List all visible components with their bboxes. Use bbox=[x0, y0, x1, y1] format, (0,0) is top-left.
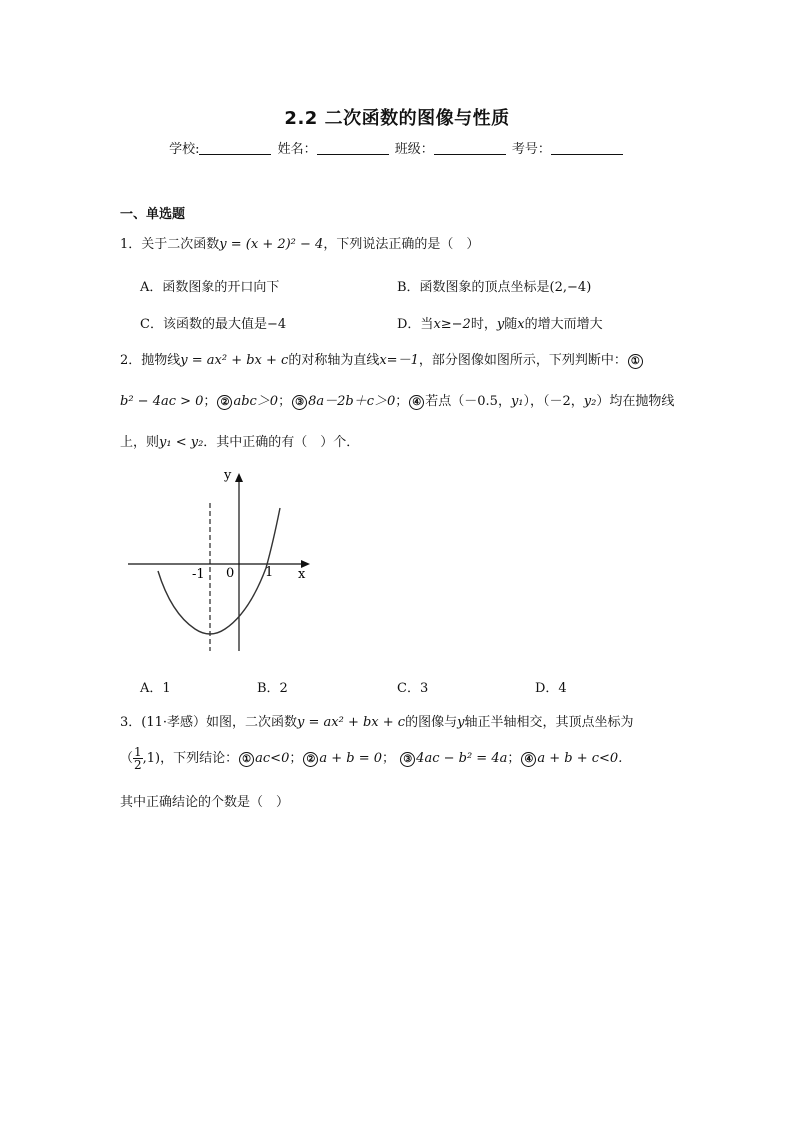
q2-statement-3: 8a－2b＋c＞0 bbox=[308, 394, 396, 409]
class-blank[interactable] bbox=[434, 142, 506, 155]
q2-option-c[interactable]: C．3 bbox=[397, 681, 429, 696]
exam-no-blank[interactable] bbox=[551, 142, 623, 155]
q3-mid: 的图像与 bbox=[405, 715, 458, 730]
q2-mid: 的对称轴为直线 bbox=[288, 353, 380, 368]
neg-one-label: -1 bbox=[192, 567, 205, 582]
q1-d-mid2: 随 bbox=[504, 317, 518, 332]
name-blank[interactable] bbox=[317, 142, 389, 155]
section-heading: 一、单选题 bbox=[120, 207, 186, 222]
q2-s4-mid: ），（－2， bbox=[523, 394, 584, 409]
origin-label: 0 bbox=[226, 566, 235, 581]
q3-marker-2: ② bbox=[303, 752, 318, 767]
q3-open-paren: （ bbox=[120, 751, 134, 766]
q2-y1: y₁ bbox=[510, 394, 524, 409]
q3-fraction bbox=[133, 746, 143, 771]
q3-line1 bbox=[120, 711, 633, 730]
q2-prefix: 2．抛物线 bbox=[120, 353, 181, 368]
q3-suffix: 轴正半轴相交，其顶点坐标为 bbox=[464, 715, 634, 730]
q2-option-a[interactable]: A．1 bbox=[140, 681, 171, 696]
q3-conclusion-2: a + b = 0 bbox=[319, 751, 383, 766]
q3-prefix: 3．(11·孝感）如图，二次函数 bbox=[120, 715, 298, 730]
page-title: 2.2 二次函数的图像与性质 bbox=[284, 108, 510, 129]
q1-stem-suffix: ，下列说法正确的是（ ） bbox=[323, 237, 480, 252]
q2-line2: b² − 4ac > 0； ② abc＞0； ③ 8a－2b＋c＞0； ④ 若点（－0.5，y₁），（－2，y₂）均在抛物线 bbox=[120, 394, 675, 409]
q1-d-suffix: 的增大而增大 bbox=[524, 317, 603, 332]
one-label: 1 bbox=[265, 565, 274, 580]
exam-no-label: 考号： bbox=[511, 142, 551, 157]
q1-d-y: y bbox=[496, 317, 505, 332]
q2-suffix: ，部分图像如图所示，下列判断中： bbox=[418, 353, 627, 368]
q3-frac-num: 1 bbox=[134, 745, 142, 759]
q2-y2: y₂ bbox=[583, 394, 597, 409]
marker-1: ① bbox=[628, 354, 643, 369]
q2-axis: x=－1 bbox=[379, 353, 419, 368]
q1-stem bbox=[120, 233, 479, 252]
marker-3: ③ bbox=[292, 395, 307, 410]
q2-line3 bbox=[120, 431, 359, 450]
q3-marker-1: ① bbox=[239, 752, 254, 767]
school-label: 学校: bbox=[169, 142, 200, 157]
q3-line2: （ $\frac{1}{2}$ ,1)，下列结论： ① ac<0； ② a + b = 0； ③ 4ac − b² = 4a； ④ a + b + c<0. bbox=[120, 745, 623, 772]
y-axis-label: y bbox=[224, 468, 232, 483]
q1-d-x: x bbox=[517, 317, 525, 332]
q2-formula: y = ax² + bx + c bbox=[180, 353, 289, 368]
q2-l3-formula: y₁ < y₂ bbox=[159, 435, 204, 450]
q1-d-prefix: D．当 bbox=[397, 317, 434, 332]
q2-option-d[interactable]: D．4 bbox=[535, 681, 567, 696]
q2-line1 bbox=[120, 349, 644, 369]
q3-line3: 其中正确结论的个数是（ ） bbox=[120, 795, 290, 810]
q2-statement-2: abc＞0 bbox=[233, 394, 279, 409]
q2-statement-1: b² − 4ac > 0 bbox=[120, 394, 204, 409]
q3-marker-4: ④ bbox=[521, 752, 536, 767]
student-info-line bbox=[0, 138, 794, 157]
q2-l3-suffix: ．其中正确的有（ ）个． bbox=[203, 435, 360, 450]
x-axis-label: x bbox=[298, 567, 306, 582]
q1-option-c[interactable]: C．该函数的最大值是−4 bbox=[140, 317, 287, 332]
q1-option-b[interactable]: B．函数图象的顶点坐标是(2,−4) bbox=[397, 280, 592, 295]
q1-option-d[interactable] bbox=[397, 313, 603, 332]
q3-frac-den: 2 bbox=[134, 758, 142, 772]
school-blank[interactable] bbox=[199, 142, 271, 155]
q2-l3-prefix: 上，则 bbox=[120, 435, 160, 450]
parabola-curve bbox=[158, 508, 280, 634]
q3-formula: y = ax² + bx + c bbox=[297, 715, 406, 730]
q1-option-a[interactable]: A．函数图象的开口向下 bbox=[140, 280, 280, 295]
q1-d-cond: x≥−2 bbox=[433, 317, 471, 332]
q3-conclusion-1: ac<0 bbox=[255, 751, 290, 766]
q2-option-b[interactable]: B．2 bbox=[257, 681, 288, 696]
q1-d-mid: 时， bbox=[470, 317, 497, 332]
q3-conclusion-3: 4ac − b² = 4a bbox=[416, 751, 508, 766]
q3-conclusion-4: a + b + c<0. bbox=[537, 751, 623, 766]
q1-formula: y = (x + 2)² − 4 bbox=[219, 237, 324, 252]
parabola-graph bbox=[120, 463, 320, 658]
q3-coord: ,1)，下列结论： bbox=[142, 751, 239, 766]
q3-y: y bbox=[457, 715, 465, 730]
class-label: 班级： bbox=[394, 142, 434, 157]
q2-s4-suffix: ）均在抛物线 bbox=[596, 394, 675, 409]
name-label: 姓名： bbox=[277, 142, 317, 157]
y-axis-arrow bbox=[235, 473, 243, 482]
q2-s4-prefix: 若点（－0.5， bbox=[425, 394, 511, 409]
q3-marker-3: ③ bbox=[400, 752, 415, 767]
marker-2: ② bbox=[217, 395, 232, 410]
marker-4: ④ bbox=[409, 395, 424, 410]
q1-stem-prefix: 1．关于二次函数 bbox=[120, 237, 220, 252]
